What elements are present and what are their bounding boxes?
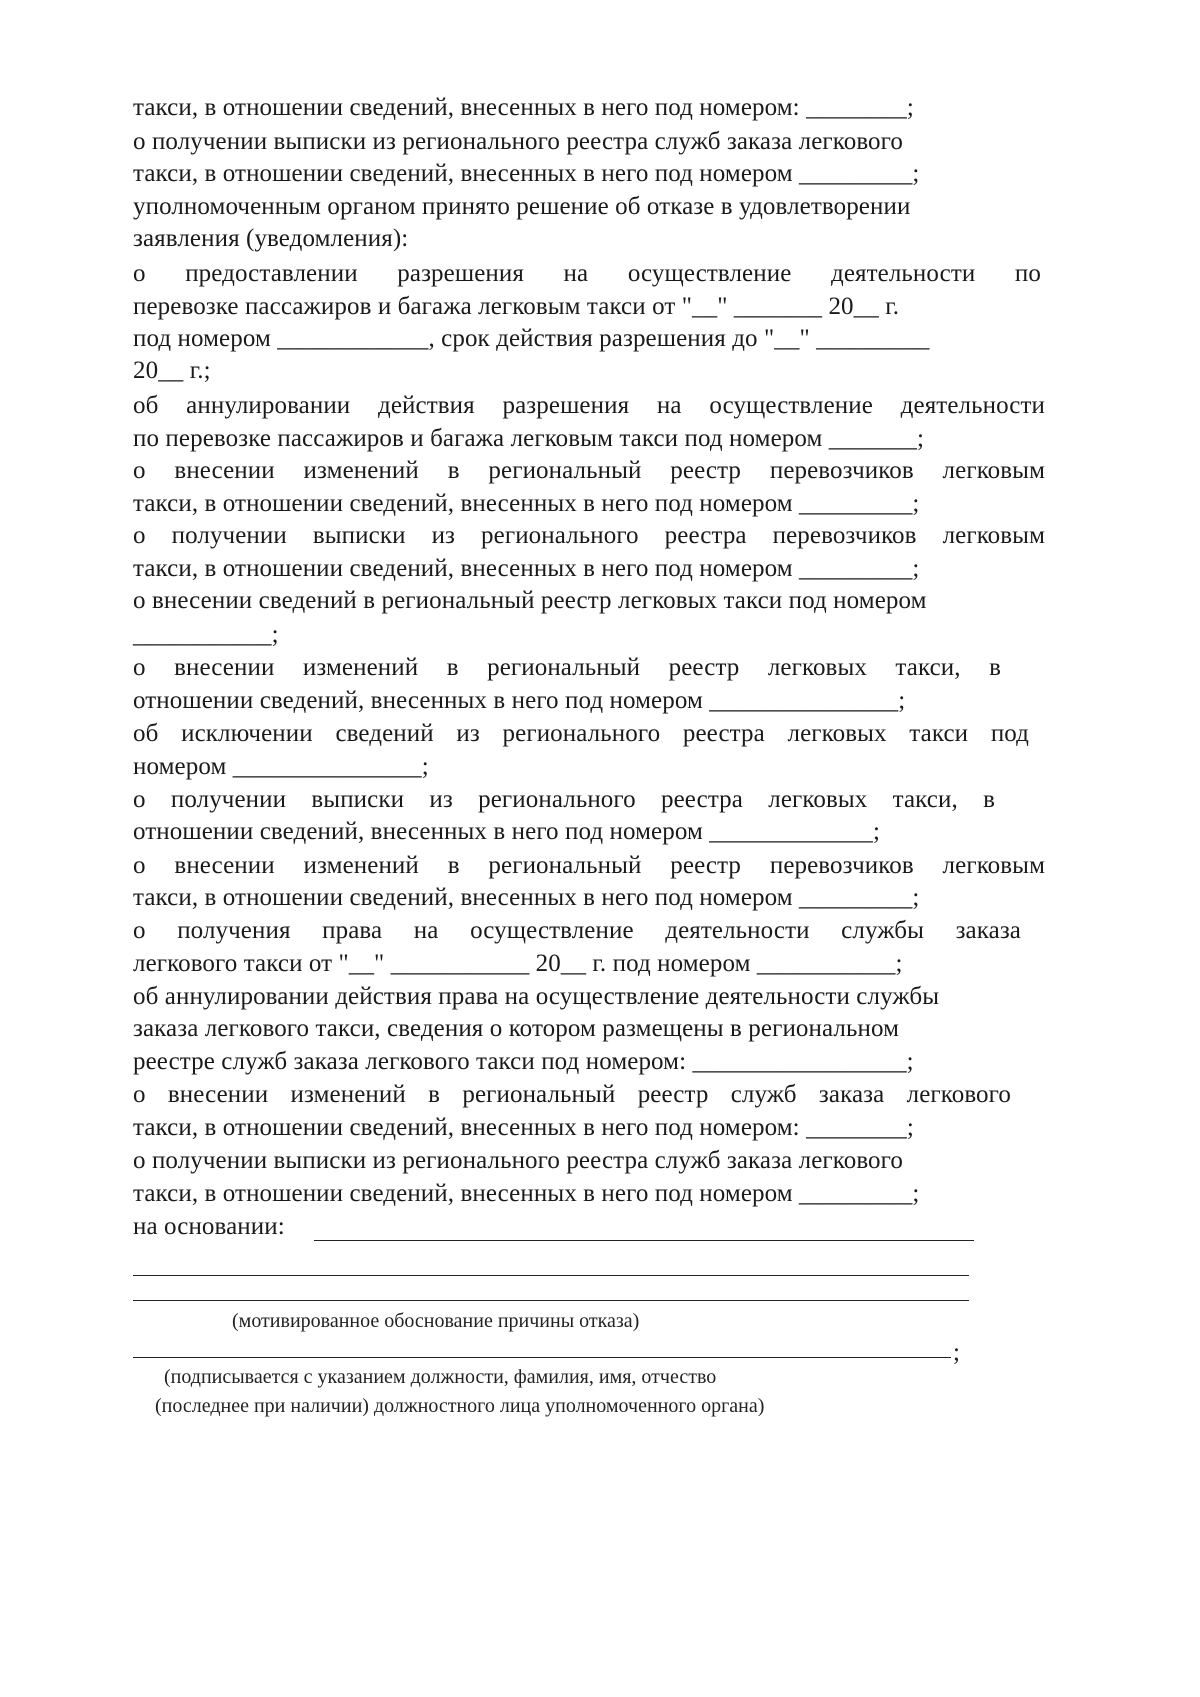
text-line: такси, в отношении сведений, внесенных в него под номером _________; [133,555,920,582]
signature-caption: (последнее при наличии) должностного лица уполномоченного органа) [155,1395,765,1417]
text-line: ___________; [133,621,279,648]
basis-label: на основании: [133,1213,285,1240]
basis-blank-line [133,1275,969,1276]
text-line: реестре служб заказа легкового такси под номером: _________________; [133,1048,914,1075]
text-line: заказа легкового такси, сведения о котором размещены в региональном [133,1015,900,1042]
text-line: о внесении изменений в региональный реестр легковых такси, в [133,654,1001,681]
text-line: о внесении изменений в региональный реестр перевозчиков легковым [133,852,1045,879]
text-line: такси, в отношении сведений, внесенных в него под номером _________; [133,884,920,911]
text-line: под номером ____________, срок действия разрешения до "__" _________ [133,325,930,352]
text-line: по перевозке пассажиров и багажа легковым такси под номером _______; [133,425,925,452]
text-line: о внесении изменений в региональный реестр перевозчиков легковым [133,457,1045,484]
text-line: об аннулировании действия права на осуществление деятельности службы [133,983,940,1010]
text-line: 20__ г.; [133,357,211,384]
text-line: об исключении сведений из регионального реестра легковых такси под [133,720,1029,747]
signature-caption: (подписывается с указанием должности, фамилия, имя, отчество [164,1366,717,1388]
text-line: номером _______________; [133,753,429,780]
text-line: отношении сведений, внесенных в него под номером _____________; [133,818,881,845]
text-line: о получения права на осуществление деятельности службы заказа [133,917,1021,944]
text-line: о внесении сведений в региональный реестр легковых такси под номером [133,587,927,614]
text-line: о получении выписки из регионального реестра легковых такси, в [133,786,995,813]
text-line: об аннулировании действия разрешения на осуществление деятельности [133,392,1045,419]
text-line: о получении выписки из регионального реестра служб заказа легкового [133,128,903,155]
basis-blank-line [314,1240,974,1241]
text-line: такси, в отношении сведений, внесенных в него под номером: ________; [133,1114,914,1141]
text-line: перевозке пассажиров и багажа легковым такси от "__" _______ 20__ г. [133,293,900,320]
signature-blank-line [133,1357,951,1358]
text-line: такси, в отношении сведений, внесенных в него под номером _________; [133,160,920,187]
text-line: о получении выписки из регионального реестра служб заказа легкового [133,1147,903,1174]
text-line: такси, в отношении сведений, внесенных в него под номером _________; [133,1180,920,1207]
text-line: такси, в отношении сведений, внесенных в него под номером: ________; [133,94,914,121]
text-line: такси, в отношении сведений, внесенных в него под номером _________; [133,490,920,517]
text-line: о внесении изменений в региональный реестр служб заказа легкового [133,1081,1011,1108]
reason-caption: (мотивированное обоснование причины отказа) [232,1310,640,1332]
text-line: легкового такси от "__" ___________ 20__ г. под номером ___________; [133,950,903,977]
text-line: уполномоченным органом принято решение об отказе в удовлетворении [133,193,911,220]
text-line: заявления (уведомления): [133,225,409,252]
signature-semicolon: ; [953,1339,961,1366]
text-line: отношении сведений, внесенных в него под номером _______________; [133,687,906,714]
text-line: о получении выписки из регионального реестра перевозчиков легковым [133,522,1045,549]
text-line: о предоставлении разрешения на осуществление деятельности по [133,260,1041,287]
basis-blank-line [133,1300,969,1301]
